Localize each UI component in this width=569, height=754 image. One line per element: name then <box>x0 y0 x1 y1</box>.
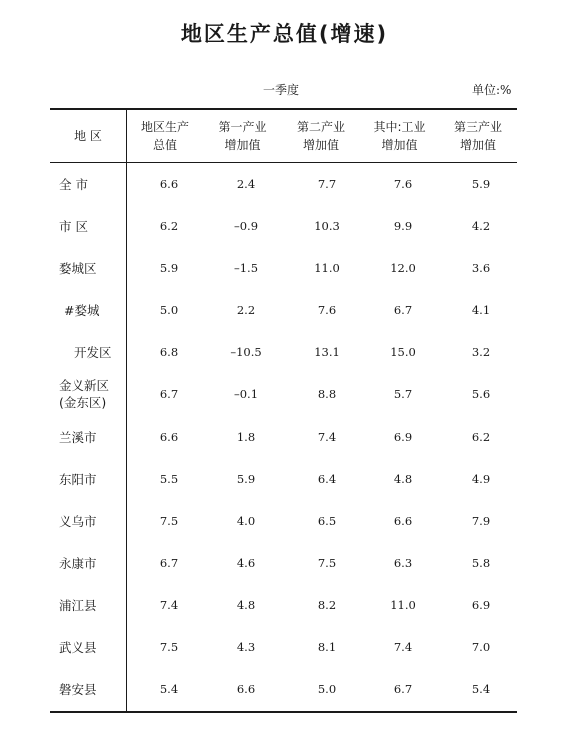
table-cell: 9.9 <box>393 219 413 233</box>
region-name <box>59 626 97 668</box>
column-header <box>50 110 126 162</box>
period-label: 一季度 <box>263 83 300 97</box>
region-name <box>74 331 112 373</box>
region-name-line: 兰溪市 <box>59 429 97 445</box>
column-header <box>203 110 282 162</box>
table-cell: 5.5 <box>159 472 179 486</box>
table-cell: 6.9 <box>393 430 413 444</box>
table-cell: 5.0 <box>159 303 179 317</box>
region-name-line: 磐安县 <box>59 681 97 697</box>
table-cell: 7.6 <box>393 177 413 191</box>
table-cell: 13.1 <box>314 345 340 359</box>
column-header-line: 增加值 <box>302 138 339 152</box>
table-cell: 3.6 <box>471 261 491 275</box>
table-cell: 5.8 <box>471 556 491 570</box>
region-name-line: 永康市 <box>59 555 97 571</box>
table-cell: 7.4 <box>159 598 179 612</box>
table-row <box>50 373 517 415</box>
table-cell: 7.4 <box>393 640 413 654</box>
table-cell: 4.8 <box>236 598 256 612</box>
table-cell: 8.8 <box>317 387 337 401</box>
table-cell: 8.1 <box>317 640 337 654</box>
table-cell: 2.4 <box>236 177 256 191</box>
region-name-line: 武义县 <box>59 639 97 655</box>
column-header-line: 第一产业 <box>218 120 267 134</box>
region-name <box>59 668 97 710</box>
table-cell: 10.3 <box>314 219 340 233</box>
column-header-line: 第二产业 <box>296 120 345 134</box>
region-name-line: 全 市 <box>59 176 88 192</box>
region-name <box>64 289 99 331</box>
table-bottom-rule <box>50 711 517 713</box>
table-cell: 7.6 <box>317 303 337 317</box>
table-row <box>50 584 517 626</box>
region-name-line: 开发区 <box>74 344 112 360</box>
table-cell: 6.3 <box>393 556 413 570</box>
table-cell: –0.9 <box>233 219 259 233</box>
table-cell: 5.9 <box>236 472 256 486</box>
table-cell: 6.6 <box>159 430 179 444</box>
table-cell: 5.0 <box>317 682 337 696</box>
table-cell: 15.0 <box>390 345 416 359</box>
table-row <box>50 500 517 542</box>
table-cell: 6.4 <box>317 472 337 486</box>
table-cell: 6.7 <box>159 556 179 570</box>
table-cell: –10.5 <box>230 345 262 359</box>
table-cell: 6.6 <box>159 177 179 191</box>
column-header-line: 地 区 <box>74 129 102 143</box>
region-name <box>59 542 97 584</box>
column-header-line: 增加值 <box>381 138 418 152</box>
table-cell: 5.4 <box>471 682 491 696</box>
page-title: 地区生产总值(增速) <box>180 22 389 46</box>
region-name <box>59 458 97 500</box>
table-cell: 4.1 <box>471 303 491 317</box>
region-name-line: 市 区 <box>59 218 88 234</box>
table-cell: 6.7 <box>159 387 179 401</box>
table-cell: 7.7 <box>317 177 337 191</box>
column-header <box>439 110 517 162</box>
region-name <box>59 500 97 542</box>
table-row <box>50 331 517 373</box>
region-name <box>59 247 97 289</box>
region-name <box>59 416 97 458</box>
region-name-line: 浦江县 <box>59 597 97 613</box>
table-cell: 11.0 <box>314 261 340 275</box>
table-cell: 11.0 <box>390 598 416 612</box>
table-cell: 6.9 <box>471 598 491 612</box>
table-cell: 7.5 <box>159 640 179 654</box>
column-header <box>127 110 203 162</box>
table-cell: 4.2 <box>471 219 491 233</box>
column-header-line: 总值 <box>152 138 177 152</box>
table-cell: 6.7 <box>393 303 413 317</box>
table-cell: 5.7 <box>393 387 413 401</box>
table-cell: 4.0 <box>236 514 256 528</box>
region-name <box>59 373 109 415</box>
table-row <box>50 416 517 458</box>
table-cell: 1.8 <box>236 430 256 444</box>
region-name-line: 金义新区 <box>59 378 110 393</box>
column-header <box>360 110 439 162</box>
table-cell: 7.5 <box>317 556 337 570</box>
table-row <box>50 289 517 331</box>
table-cell: 6.8 <box>159 345 179 359</box>
table-cell: 5.4 <box>159 682 179 696</box>
table-cell: 5.6 <box>471 387 491 401</box>
column-header-line: 增加值 <box>459 138 496 152</box>
table-cell: 6.2 <box>159 219 179 233</box>
unit-label: 单位:% <box>472 83 512 97</box>
table-row <box>50 668 517 710</box>
table-cell: 5.9 <box>471 177 491 191</box>
table-cell: 6.7 <box>393 682 413 696</box>
table-cell: 8.2 <box>317 598 337 612</box>
table-cell: 4.9 <box>471 472 491 486</box>
table-row <box>50 542 517 584</box>
table-row <box>50 247 517 289</box>
table-cell: 6.5 <box>317 514 337 528</box>
region-name <box>59 584 97 626</box>
table-cell: 7.5 <box>159 514 179 528</box>
region-name-line: 义乌市 <box>59 513 97 529</box>
table-cell: 3.2 <box>471 345 491 359</box>
table-cell: 6.6 <box>236 682 256 696</box>
table-cell: 7.0 <box>471 640 491 654</box>
column-header-line: 第三产业 <box>453 120 502 134</box>
column-header <box>282 110 360 162</box>
table-cell: 7.9 <box>471 514 491 528</box>
table-cell: –0.1 <box>233 387 259 401</box>
column-header-line: 增加值 <box>224 138 261 152</box>
table-cell: 4.3 <box>236 640 256 654</box>
table-cell: 2.2 <box>236 303 256 317</box>
table-cell: 12.0 <box>390 261 416 275</box>
table-row <box>50 458 517 500</box>
table-cell: 4.6 <box>236 556 256 570</box>
table-row <box>50 205 517 247</box>
region-name-line: (金东区) <box>59 395 107 410</box>
region-name <box>59 163 88 205</box>
table-cell: 5.9 <box>159 261 179 275</box>
table-cell: 6.2 <box>471 430 491 444</box>
table-cell: 7.4 <box>317 430 337 444</box>
region-name-line: 东阳市 <box>59 471 97 487</box>
column-header-line: 地区生产 <box>140 120 189 134</box>
table-row <box>50 163 517 205</box>
table-cell: –1.5 <box>233 261 259 275</box>
column-header-line: 其中:工业 <box>373 120 426 134</box>
table-row <box>50 626 517 668</box>
table-cell: 4.8 <box>393 472 413 486</box>
region-name-line: #婺城 <box>64 302 100 318</box>
region-name <box>59 205 88 247</box>
table-cell: 6.6 <box>393 514 413 528</box>
region-name-line: 婺城区 <box>59 260 97 276</box>
